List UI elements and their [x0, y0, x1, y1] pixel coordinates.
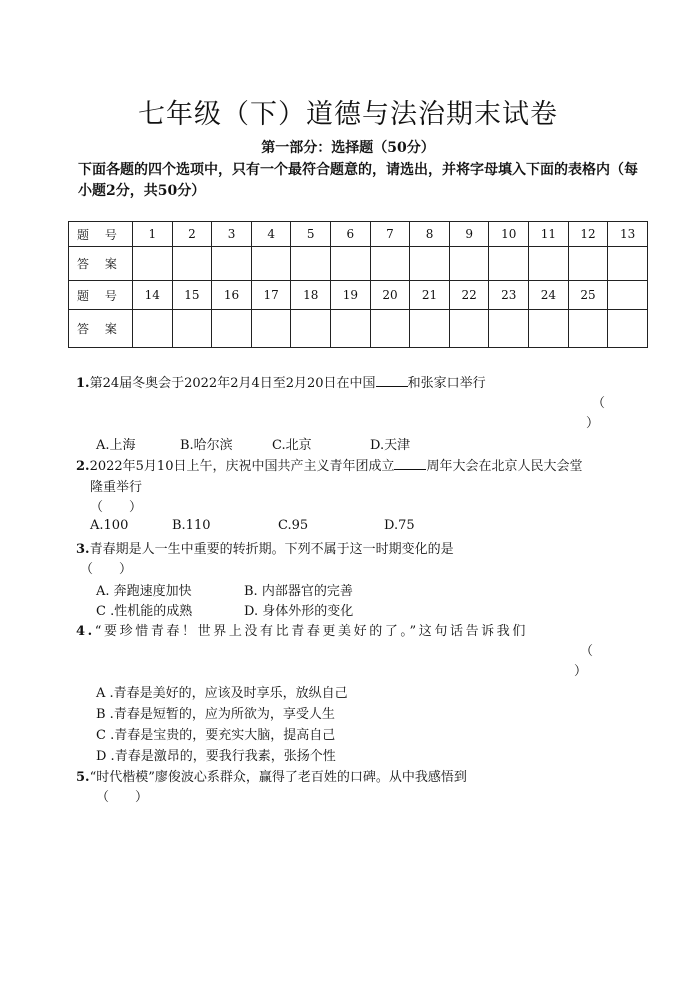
question-number-cell: 20 — [370, 281, 410, 310]
answer-cell[interactable] — [291, 247, 331, 281]
answer-paren: （ ） — [96, 790, 149, 805]
answer-paren: （ ） — [90, 500, 143, 515]
question-number-cell: 10 — [489, 222, 529, 247]
question-text: 2022年5月10日上午，庆祝中国共产主义青年团成立 — [89, 459, 395, 474]
answer-paren-close: ） — [574, 664, 588, 679]
fill-blank[interactable] — [376, 374, 408, 387]
answer-cell[interactable] — [449, 310, 489, 348]
question-number-cell: 1 — [133, 222, 173, 247]
answer-label: 答 案 — [69, 310, 133, 348]
question-number-cell: 16 — [212, 281, 252, 310]
number-label: 题 号 — [69, 222, 133, 247]
answer-cell[interactable] — [449, 247, 489, 281]
answer-cell[interactable] — [608, 310, 648, 348]
option-d[interactable]: D. 身体外形的变化 — [244, 604, 354, 619]
answer-cell[interactable] — [251, 247, 291, 281]
question-number: 5. — [76, 770, 90, 785]
answer-cell[interactable] — [489, 247, 529, 281]
number-label: 题 号 — [69, 281, 133, 310]
question-number-cell: 12 — [568, 222, 608, 247]
option-d[interactable]: D.75 — [384, 518, 415, 533]
table-row-answers-1 — [69, 247, 648, 281]
answer-paren-close: ） — [586, 416, 600, 431]
question-3-stem — [76, 538, 454, 557]
answer-cell[interactable] — [568, 247, 608, 281]
question-number-cell: 25 — [568, 281, 608, 310]
answer-label: 答 案 — [69, 247, 133, 281]
answer-cell[interactable] — [331, 247, 371, 281]
page-title: 七年级（下）道德与法治期末试卷 — [138, 99, 558, 130]
question-number-cell: 11 — [529, 222, 569, 247]
option-a[interactable]: A.100 — [90, 518, 129, 533]
answer-cell[interactable] — [568, 310, 608, 348]
answer-cell[interactable] — [529, 310, 569, 348]
question-text: 和张家口举行 — [407, 376, 486, 391]
answer-paren-open: （ — [580, 644, 594, 659]
answer-paren-open: （ — [592, 396, 606, 411]
answer-cell[interactable] — [133, 310, 173, 348]
question-text: 青春期是人一生中重要的转折期。下列不属于这一时期变化的是 — [89, 542, 454, 557]
answer-cell[interactable] — [133, 247, 173, 281]
answer-cell[interactable] — [172, 247, 212, 281]
question-text: “时代楷模”廖俊波心系群众，赢得了老百姓的口碑。从中我感悟到 — [89, 770, 467, 785]
question-number-cell: 13 — [608, 222, 648, 247]
question-number-cell — [608, 281, 648, 310]
question-number-cell: 6 — [331, 222, 371, 247]
question-number-cell: 14 — [133, 281, 173, 310]
instructions: 下面各题的四个选项中，只有一个最符合题意的，请选出，并将字母填入下面的表格内（每小题2分，共50分） — [78, 162, 638, 199]
option-b[interactable]: B.哈尔滨 — [180, 438, 233, 453]
option-a[interactable]: A .青春是美好的，应该及时享乐，放纵自己 — [96, 686, 348, 701]
question-number-cell: 9 — [449, 222, 489, 247]
question-text-continued: 隆重举行 — [90, 480, 143, 495]
question-number-cell: 3 — [212, 222, 252, 247]
table-row-answers-2 — [69, 310, 648, 348]
answer-cell[interactable] — [410, 310, 450, 348]
option-b[interactable]: B.110 — [172, 518, 211, 533]
answer-cell[interactable] — [370, 310, 410, 348]
option-d[interactable]: D.天津 — [370, 438, 411, 453]
question-2-stem — [76, 455, 583, 474]
answer-cell[interactable] — [212, 310, 252, 348]
table-row-numbers-1 — [69, 222, 648, 247]
question-1-stem — [76, 372, 486, 391]
option-a[interactable]: A.上海 — [96, 438, 136, 453]
question-number-cell: 8 — [410, 222, 450, 247]
answer-cell[interactable] — [172, 310, 212, 348]
question-number: 3. — [76, 542, 90, 557]
question-number: 1. — [76, 376, 90, 391]
question-number-cell: 7 — [370, 222, 410, 247]
question-number-cell: 18 — [291, 281, 331, 310]
answer-cell[interactable] — [608, 247, 648, 281]
answer-cell[interactable] — [410, 247, 450, 281]
question-number-cell: 17 — [251, 281, 291, 310]
answer-cell[interactable] — [291, 310, 331, 348]
fill-blank[interactable] — [394, 457, 426, 470]
question-number-cell: 19 — [331, 281, 371, 310]
section-heading: 第一部分：选择题（50分） — [261, 140, 435, 156]
option-c[interactable]: C.北京 — [272, 438, 312, 453]
question-number-cell: 21 — [410, 281, 450, 310]
question-4-stem — [76, 620, 528, 639]
question-number-cell: 2 — [172, 222, 212, 247]
option-b[interactable]: B .青春是短暂的，应为所欲为，享受人生 — [96, 707, 335, 722]
question-text: 周年大会在北京人民大会堂 — [426, 459, 583, 474]
answer-cell[interactable] — [370, 247, 410, 281]
option-a[interactable]: A. 奔跑速度加快 — [96, 584, 192, 599]
option-c[interactable]: C .青春是宝贵的，要充实大脑，提高自己 — [96, 728, 336, 743]
table-row-numbers-2 — [69, 281, 648, 310]
question-number: 4. — [76, 624, 95, 639]
question-number-cell: 22 — [449, 281, 489, 310]
option-b[interactable]: B. 内部器官的完善 — [244, 584, 353, 599]
question-number-cell: 15 — [172, 281, 212, 310]
question-number: 2. — [76, 459, 90, 474]
question-number-cell: 4 — [251, 222, 291, 247]
option-c[interactable]: C .性机能的成熟 — [96, 604, 193, 619]
answer-cell[interactable] — [251, 310, 291, 348]
question-text: “要珍惜青春！世界上没有比青春更美好的了。”这句话告诉我们 — [94, 624, 528, 639]
option-d[interactable]: D .青春是激昂的，要我行我素，张扬个性 — [96, 749, 336, 764]
question-number-cell: 24 — [529, 281, 569, 310]
question-5-stem — [76, 766, 467, 785]
option-c[interactable]: C.95 — [278, 518, 309, 533]
answer-cell[interactable] — [489, 310, 529, 348]
question-number-cell: 5 — [291, 222, 331, 247]
answer-cell[interactable] — [331, 310, 371, 348]
question-text: 第24届冬奥会于2022年2月4日至2月20日在中国 — [89, 376, 376, 391]
answer-table — [68, 221, 648, 348]
answer-cell[interactable] — [529, 247, 569, 281]
answer-cell[interactable] — [212, 247, 252, 281]
question-number-cell: 23 — [489, 281, 529, 310]
answer-paren: （ ） — [80, 562, 133, 577]
